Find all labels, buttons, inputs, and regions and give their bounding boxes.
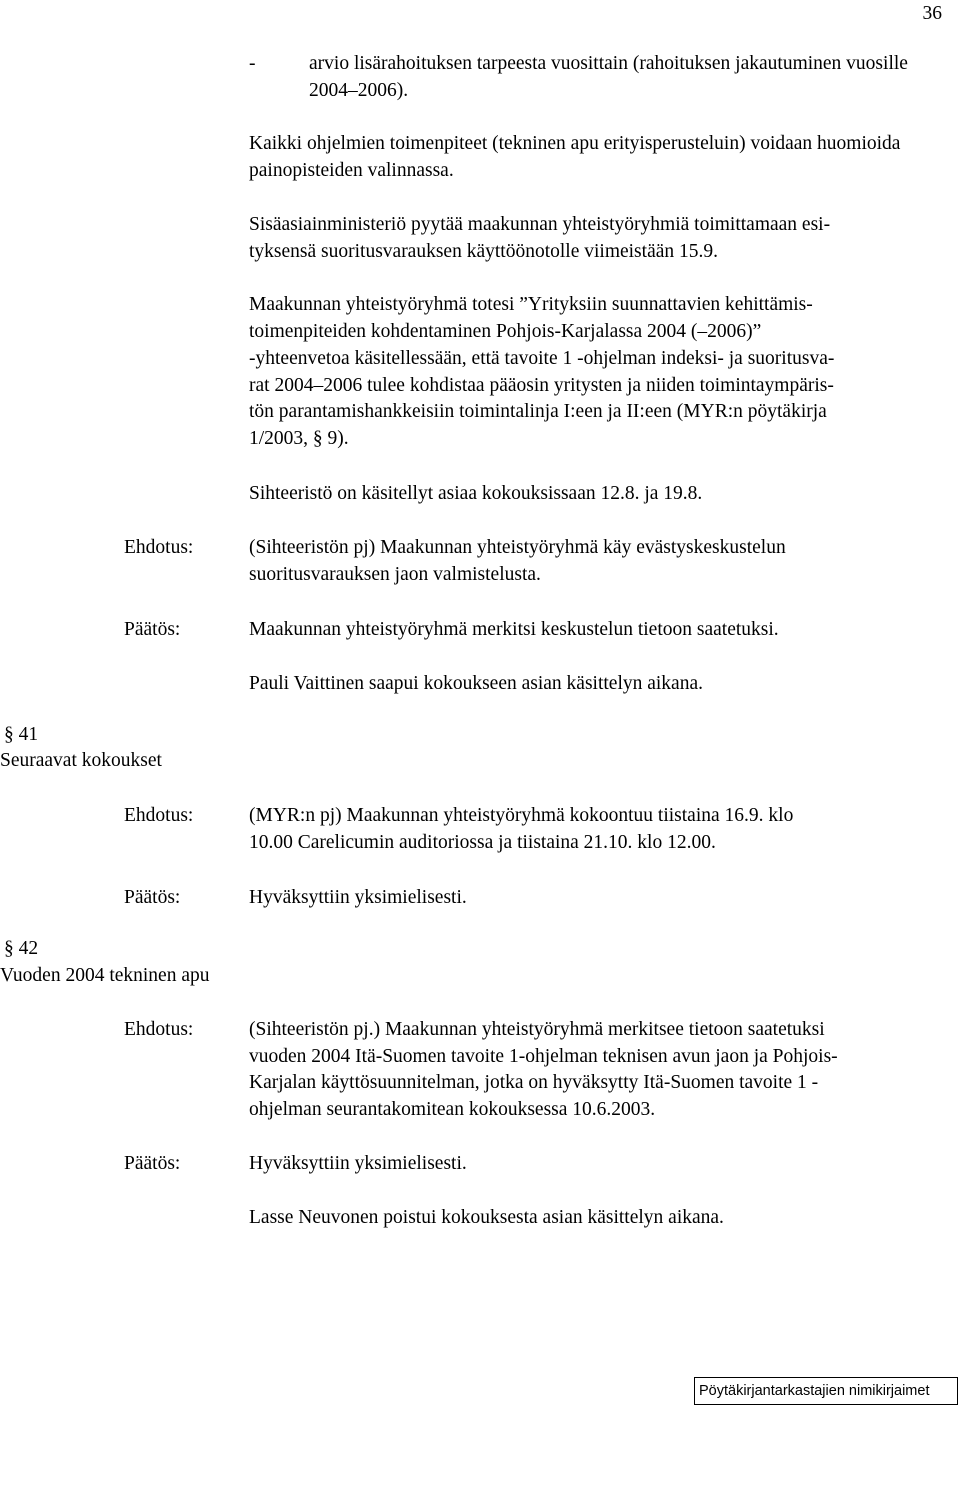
paragraph-statement-line: -yhteenvetoa käsitellessään, että tavoite 1 -ohjelman indeksi- ja suoritusva- — [249, 348, 835, 369]
proposal-label: Ehdotus: — [124, 537, 194, 558]
bullet-marker: - — [249, 53, 256, 74]
decision-label: Päätös: — [124, 1153, 181, 1174]
proposal-text-line: 10.00 Carelicumin auditoriossa ja tiistaina 21.10. klo 12.00. — [249, 832, 716, 853]
proposal-text-line: (Sihteeristön pj.) Maakunnan yhteistyöryhmä merkitsee tietoon saatetuksi — [249, 1019, 825, 1040]
paragraph-statement-line: rat 2004–2006 tulee kohdistaa pääosin yritysten ja niiden toimintaympäris- — [249, 375, 834, 396]
proposal-text-line: ohjelman seurantakomitean kokouksessa 10.6.2003. — [249, 1099, 656, 1120]
proposal-text-line: (Sihteeristön pj) Maakunnan yhteistyöryhmä käy evästyskeskustelun — [249, 537, 786, 558]
paragraph-technical-assistance: Kaikki ohjelmien toimenpiteet (tekninen apu erityisperusteluin) voidaan huomioida painopisteiden valinnassa. — [249, 133, 901, 181]
attendance-note: Lasse Neuvonen poistui kokouksesta asian käsittelyn aikana. — [249, 1207, 724, 1228]
attendance-note: Pauli Vaittinen saapui kokoukseen asian käsittelyn aikana. — [249, 673, 703, 694]
paragraph-secretariat: Sihteeristö on käsitellyt asiaa kokouksissaan 12.8. ja 19.8. — [249, 483, 703, 504]
section-number: § 42 — [4, 938, 39, 959]
paragraph-ministry-line-2: tyksensä suoritusvarauksen käyttöönotolle viimeistään 15.9. — [249, 241, 718, 262]
paragraph-ministry-line-1: Sisäasiainministeriö pyytää maakunnan yhteistyöryhmiä toimittamaan esi- — [249, 214, 831, 235]
bullet-text: arvio lisärahoituksen tarpeesta vuosittain (rahoituksen jakautuminen vuosille 2004–2006). — [309, 53, 908, 101]
paragraph-statement-line: tön parantamishankkeisiin toimintalinja I:een ja II:een (MYR:n pöytäkirja — [249, 401, 827, 422]
proposal-text-line: vuoden 2004 Itä-Suomen tavoite 1-ohjelman teknisen avun jaon ja Pohjois- — [249, 1046, 838, 1067]
initials-label: Pöytäkirjantarkastajien nimikirjaimet — [699, 1383, 930, 1399]
initials-box — [694, 1377, 958, 1405]
decision-label: Päätös: — [124, 619, 181, 640]
proposal-text-line: (MYR:n pj) Maakunnan yhteistyöryhmä kokoontuu tiistaina 16.9. klo — [249, 805, 794, 826]
decision-label: Päätös: — [124, 887, 181, 908]
decision-text: Hyväksyttiin yksimielisesti. — [249, 1153, 467, 1174]
decision-text: Maakunnan yhteistyöryhmä merkitsi keskustelun tietoon saatetuksi. — [249, 619, 779, 640]
decision-text: Hyväksyttiin yksimielisesti. — [249, 887, 467, 908]
paragraph-statement-line: 1/2003, § 9). — [249, 428, 349, 449]
section-title: Vuoden 2004 tekninen apu — [0, 965, 210, 986]
section-title: Seuraavat kokoukset — [0, 750, 162, 771]
section-number: § 41 — [4, 724, 39, 745]
page-number: 36 — [922, 3, 942, 24]
proposal-text-line: Karjalan käyttösuunnitelman, jotka on hyväksytty Itä-Suomen tavoite 1 - — [249, 1072, 819, 1093]
proposal-label: Ehdotus: — [124, 805, 194, 826]
proposal-text-line: suoritusvarauksen jaon valmistelusta. — [249, 564, 541, 585]
paragraph-statement-line: toimenpiteiden kohdentaminen Pohjois-Karjalassa 2004 (–2006)” — [249, 321, 762, 342]
proposal-label: Ehdotus: — [124, 1019, 194, 1040]
paragraph-statement-line: Maakunnan yhteistyöryhmä totesi ”Yrityksiin suunnattavien kehittämis- — [249, 294, 813, 315]
